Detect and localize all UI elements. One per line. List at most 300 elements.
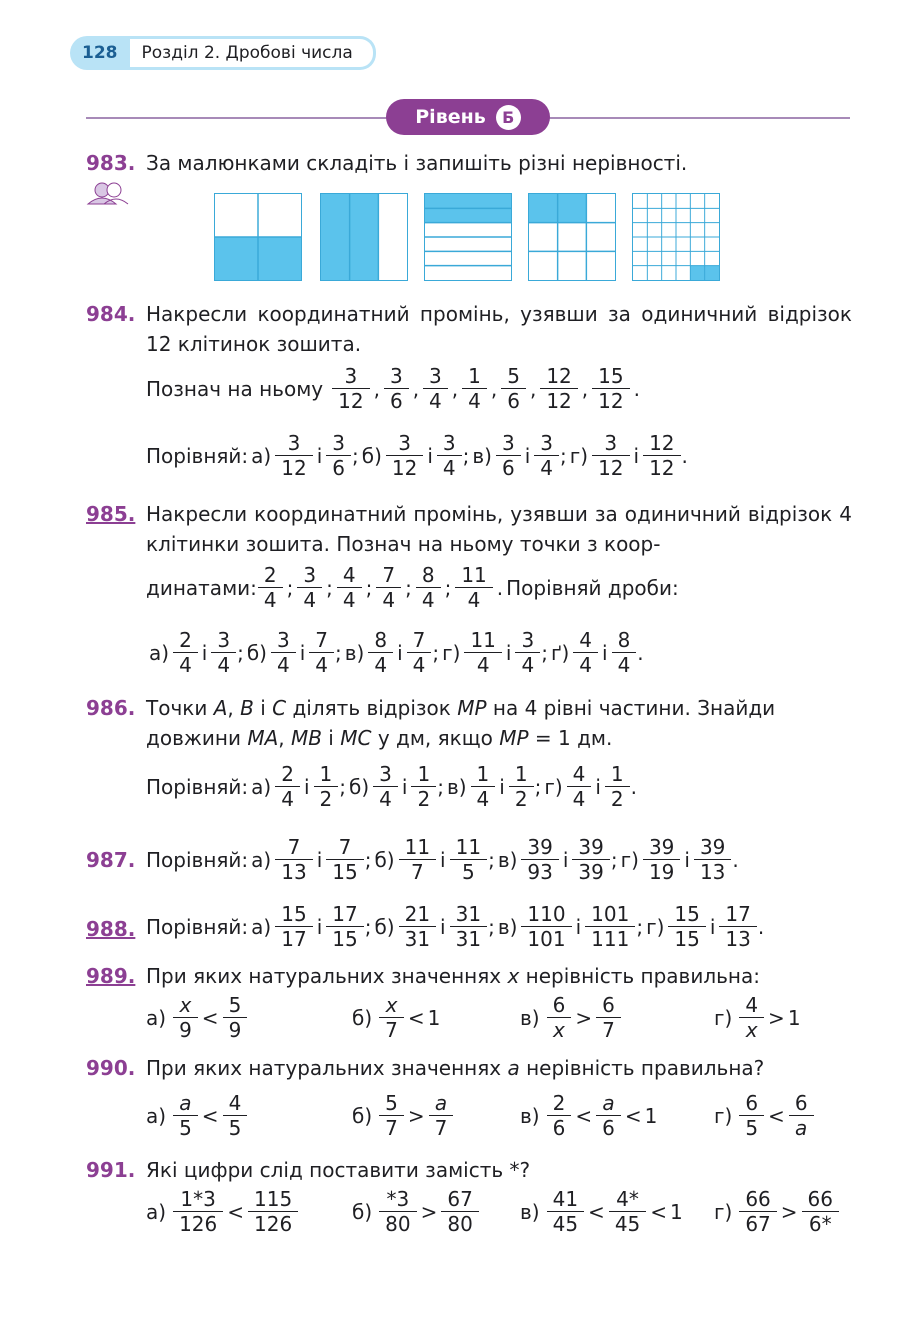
denominator: 12 <box>643 455 680 480</box>
fraction <box>329 431 348 480</box>
numerator: 31 <box>455 902 482 926</box>
separator: ; <box>432 640 440 665</box>
inequality-sign: < <box>768 1103 785 1128</box>
fraction <box>805 1187 836 1236</box>
conjunction: і <box>201 640 208 665</box>
fraction <box>722 902 753 951</box>
item-letter: б) <box>374 914 395 939</box>
denominator: 31 <box>450 926 487 951</box>
separator: ; <box>335 640 342 665</box>
fraction <box>615 628 634 677</box>
denominator: 4 <box>612 652 637 677</box>
separator: ; <box>462 443 470 468</box>
denominator: 4 <box>462 388 487 413</box>
fraction <box>697 835 728 884</box>
separator: ; <box>365 575 373 600</box>
figure-square-sixths <box>424 193 512 281</box>
denominator: 4 <box>515 652 540 677</box>
numerator: x <box>179 993 192 1017</box>
compare-label: Порівняй дроби: <box>506 575 679 600</box>
inequality-sign: < <box>201 1103 219 1128</box>
item-letter: а) <box>251 774 272 799</box>
fraction <box>274 628 293 677</box>
numerator: 4 <box>572 762 586 786</box>
denominator: 5 <box>223 1115 248 1140</box>
item-letter: г) <box>714 1103 733 1128</box>
inequality-item <box>714 1187 840 1236</box>
separator: ; <box>339 774 347 799</box>
denominator: 6* <box>802 1211 839 1236</box>
item-letter: в) <box>446 774 467 799</box>
denominator: 19 <box>643 859 680 884</box>
fraction <box>608 762 627 811</box>
numerator: 8 <box>617 628 631 652</box>
problem-text: Накресли координатний промінь, узявши за одиничний відрізок 4 клітинки зошита. Познач на ньому точки з коор- <box>146 502 852 556</box>
conjunction: і <box>316 847 323 872</box>
item-letter: г) <box>646 914 665 939</box>
problem-number: 989. <box>86 964 136 988</box>
fraction <box>176 1187 220 1236</box>
separator: ; <box>351 443 359 468</box>
item-letter: г) <box>544 774 563 799</box>
conjunction: і <box>709 914 716 939</box>
fraction <box>504 364 523 413</box>
inequality-sign: > <box>780 1199 798 1224</box>
fraction <box>453 902 484 951</box>
inequality-item <box>714 993 801 1042</box>
separator: ; <box>405 575 412 600</box>
denominator: 126 <box>173 1211 223 1236</box>
problem-text: Накресли координатний промінь, узявши за одиничний відрізок 12 клітинок зошита. <box>146 302 852 356</box>
fraction <box>595 364 626 413</box>
numerator: 110 <box>527 902 566 926</box>
fraction <box>612 1187 643 1236</box>
fraction <box>458 563 489 612</box>
fraction <box>379 563 398 612</box>
fraction <box>576 628 595 677</box>
inequality-sign: < <box>575 1103 593 1128</box>
item-letter: а) <box>251 443 272 468</box>
fraction <box>543 364 574 413</box>
inequality-sign: < <box>624 1103 642 1128</box>
fraction <box>444 1187 475 1236</box>
denominator: 2 <box>509 786 534 811</box>
fraction <box>474 762 493 811</box>
numerator: 7 <box>287 835 301 859</box>
numerator: 11 <box>455 835 482 859</box>
fraction <box>419 563 438 612</box>
numerator: 15 <box>281 902 307 926</box>
inequality-sign: < <box>407 1005 425 1030</box>
fraction <box>550 1091 569 1140</box>
numerator: 1 <box>417 762 431 786</box>
fraction <box>646 431 677 480</box>
fraction <box>599 1091 618 1140</box>
denominator: 4 <box>573 652 598 677</box>
item-letter: ґ) <box>550 640 570 665</box>
fraction <box>387 364 406 413</box>
conjunction: і <box>427 443 433 468</box>
numerator: 5 <box>385 1091 398 1115</box>
denominator: x <box>739 1017 764 1042</box>
fraction <box>410 628 429 677</box>
denominator: 7 <box>429 1115 454 1140</box>
item-letter: г) <box>714 1005 733 1030</box>
fraction <box>537 431 556 480</box>
numerator: 3 <box>389 364 403 388</box>
fraction <box>550 1187 581 1236</box>
fraction <box>214 628 233 677</box>
denominator: 4 <box>407 652 432 677</box>
fraction <box>340 563 359 612</box>
problem-989 <box>86 961 852 991</box>
fraction <box>317 762 336 811</box>
item-letter: в) <box>520 1199 540 1224</box>
separator: ; <box>541 640 548 665</box>
numerator: *3 <box>386 1187 410 1211</box>
denominator: 12 <box>592 455 629 480</box>
problem-985 <box>86 499 852 559</box>
denominator: 4 <box>437 455 462 480</box>
fraction <box>414 762 433 811</box>
item-letter: а) <box>146 1005 167 1030</box>
conjunction: і <box>303 774 310 799</box>
conjunction: і <box>505 640 512 665</box>
denominator: 6 <box>326 455 351 480</box>
fraction <box>261 563 280 612</box>
denominator: 4 <box>423 388 448 413</box>
problem-text: Які цифри слід поставити замість *? <box>146 1158 531 1182</box>
numerator: 39 <box>699 835 726 859</box>
denominator: 4 <box>471 786 496 811</box>
compare-label: Порівняй: <box>146 443 249 468</box>
numerator: 3 <box>398 431 411 455</box>
numerator: 6 <box>745 1091 759 1115</box>
separator: , <box>412 376 420 401</box>
fraction <box>371 628 390 677</box>
item-letter: в) <box>520 1005 540 1030</box>
fraction <box>176 993 195 1042</box>
numerator: 15 <box>674 902 700 926</box>
denominator: 12 <box>275 455 312 480</box>
denominator: x <box>547 1017 572 1042</box>
denominator: 4 <box>368 652 393 677</box>
denominator: 80 <box>379 1211 416 1236</box>
fraction <box>300 563 319 612</box>
fraction <box>329 902 360 951</box>
denominator: 15 <box>668 926 705 951</box>
figure-square-ninths <box>528 193 616 281</box>
numerator: 3 <box>501 431 515 455</box>
denominator: 4 <box>275 786 300 811</box>
conjunction: і <box>595 774 601 799</box>
denominator: 111 <box>585 926 635 951</box>
problem-number: 986. <box>86 696 136 720</box>
denominator: 6 <box>501 388 526 413</box>
page-header <box>70 36 376 70</box>
denominator: 67 <box>739 1211 776 1236</box>
inequality-item <box>520 1091 657 1140</box>
denominator: 6 <box>384 388 409 413</box>
numerator: 2 <box>552 1091 566 1115</box>
denominator: 4 <box>173 652 198 677</box>
numerator: 6 <box>602 993 615 1017</box>
numerator: 2 <box>281 762 294 786</box>
denominator: 4 <box>211 652 236 677</box>
inequality-item <box>146 993 248 1042</box>
item-letter: г) <box>569 443 589 468</box>
denominator: 7 <box>379 1115 404 1140</box>
numerator: 3 <box>344 364 358 388</box>
denominator: 15 <box>326 859 363 884</box>
problem-984 <box>86 299 852 359</box>
denominator: 13 <box>275 859 312 884</box>
coordinates-label: динатами: <box>146 575 257 600</box>
item-letter: а) <box>149 640 170 665</box>
fraction <box>251 1187 295 1236</box>
fraction <box>465 364 484 413</box>
pair-work-icon <box>86 180 130 208</box>
denominator: 4 <box>376 587 401 612</box>
denominator: a <box>789 1115 814 1140</box>
numerator: 11 <box>404 835 431 859</box>
item-letter: а) <box>251 847 272 872</box>
denominator: 13 <box>694 859 731 884</box>
denominator: 4 <box>373 786 398 811</box>
fraction <box>792 1091 811 1140</box>
fraction <box>402 835 433 884</box>
denominator: 12 <box>592 388 629 413</box>
denominator: 12 <box>540 388 577 413</box>
numerator: 4* <box>616 1187 639 1211</box>
fraction <box>575 835 606 884</box>
numerator: 4 <box>228 1091 242 1115</box>
numerator: 66 <box>807 1187 833 1211</box>
conjunction: і <box>316 443 323 468</box>
denominator: 4 <box>309 652 334 677</box>
separator: ; <box>444 575 452 600</box>
conjunction: і <box>633 443 640 468</box>
fraction <box>440 431 459 480</box>
denominator: 17 <box>275 926 312 951</box>
inequality-sign: > <box>420 1199 438 1224</box>
numerator: 5 <box>228 993 242 1017</box>
denominator: 80 <box>441 1211 478 1236</box>
conjunction: і <box>524 443 531 468</box>
separator: . <box>637 640 644 665</box>
numerator: 41 <box>552 1187 579 1211</box>
fraction <box>226 993 245 1042</box>
item-letter: в) <box>472 443 492 468</box>
fraction <box>226 1091 245 1140</box>
fraction <box>550 993 569 1042</box>
denominator: 93 <box>521 859 558 884</box>
inequality-sign: < <box>650 1199 668 1224</box>
compare-label: Порівняй: <box>146 847 249 872</box>
item-letter: в) <box>344 640 365 665</box>
numerator: 2 <box>179 628 192 652</box>
separator: ; <box>237 640 244 665</box>
fraction <box>335 364 366 413</box>
numerator: 39 <box>527 835 553 859</box>
numerator: a <box>179 1091 192 1115</box>
separator: ; <box>560 443 567 468</box>
item-letter: б) <box>352 1199 373 1224</box>
inequality-item <box>146 1091 248 1140</box>
figure-square-36ths <box>632 193 720 281</box>
numerator: 2 <box>263 563 277 587</box>
inequality-item <box>352 1187 480 1236</box>
fraction <box>467 628 498 677</box>
separator: . <box>496 575 504 600</box>
numerator: 3 <box>303 563 317 587</box>
inequality-item <box>146 1187 299 1236</box>
denominator: 4 <box>258 587 283 612</box>
problem-number: 990. <box>86 1056 136 1080</box>
inequality-sign: < <box>588 1199 605 1224</box>
fraction <box>382 1187 413 1236</box>
fraction <box>512 762 531 811</box>
problem-text: Точки A, B і C ділять відрізок MP на 4 рівні частини. Знайди довжини MA, MB і MC у дм, якщо MP = 1 дм. <box>146 696 776 750</box>
denominator: 45 <box>547 1211 584 1236</box>
numerator: 1 <box>319 762 333 786</box>
item-letter: б) <box>361 443 382 468</box>
numerator: 1 <box>610 762 624 786</box>
item-letter: в) <box>497 914 518 939</box>
conjunction: і <box>440 914 446 939</box>
problem-986 <box>86 693 852 753</box>
denominator: 4 <box>464 652 501 677</box>
item-letter: г) <box>620 847 639 872</box>
numerator: 5 <box>507 364 520 388</box>
separator: ; <box>326 575 333 600</box>
conjunction: і <box>397 640 403 665</box>
denominator: 45 <box>609 1211 646 1236</box>
denominator: 7 <box>379 1017 404 1042</box>
denominator: 2 <box>605 786 630 811</box>
number: 1 <box>787 1005 801 1030</box>
denominator: 5 <box>173 1115 198 1140</box>
numerator: 1 <box>476 762 490 786</box>
conjunction: і <box>602 640 608 665</box>
numerator: 11 <box>470 628 496 652</box>
separator: ; <box>488 847 495 872</box>
problem-text: За малюнками складіть і запишіть різні нерівності. <box>146 151 688 175</box>
numerator: 3 <box>379 762 392 786</box>
denominator: 5 <box>739 1115 764 1140</box>
item-letter: б) <box>352 1103 373 1128</box>
problem-text: При яких натуральних значеннях a нерівність правильна? <box>146 1056 765 1080</box>
separator: . <box>757 914 765 939</box>
fraction <box>382 993 401 1042</box>
conjunction: і <box>684 847 690 872</box>
problem-991 <box>86 1155 852 1185</box>
numerator: 67 <box>447 1187 473 1211</box>
compare-line <box>146 902 764 951</box>
problem-text: При яких натуральних значеннях x нерівність правильна: <box>146 964 760 988</box>
denominator: 9 <box>223 1017 248 1042</box>
fraction <box>278 762 297 811</box>
separator: ; <box>534 774 542 799</box>
numerator: 12 <box>649 431 675 455</box>
item-letter: в) <box>497 847 518 872</box>
inequality-sign: < <box>227 1199 245 1224</box>
fraction <box>278 431 309 480</box>
problem-number: 991. <box>86 1158 136 1182</box>
compare-line <box>146 628 644 677</box>
denominator: 39 <box>572 859 609 884</box>
denominator: 2 <box>314 786 339 811</box>
separator: . <box>633 376 640 401</box>
numerator: 4 <box>342 563 356 587</box>
problem-number: 985. <box>86 502 136 526</box>
fraction <box>671 902 702 951</box>
separator: , <box>451 376 459 401</box>
numerator: 3 <box>217 628 231 652</box>
inequality-item <box>520 993 622 1042</box>
fraction <box>595 431 626 480</box>
fraction <box>278 902 309 951</box>
inequality-item <box>352 1091 454 1140</box>
conjunction: і <box>316 914 323 939</box>
fraction <box>278 835 309 884</box>
denominator: 4 <box>416 587 441 612</box>
denominator: 7 <box>399 859 436 884</box>
inequality-sign: < <box>201 1005 219 1030</box>
item-letter: в) <box>520 1103 540 1128</box>
chapter-title: Розділ 2. Дробові числа <box>130 36 376 70</box>
numerator: 3 <box>540 431 553 455</box>
fraction <box>176 1091 195 1140</box>
denominator: 15 <box>326 926 363 951</box>
fraction <box>389 431 420 480</box>
numerator: 1*3 <box>180 1187 216 1211</box>
conjunction: і <box>499 774 505 799</box>
fraction <box>570 762 589 811</box>
separator: , <box>581 376 589 401</box>
separator: ; <box>610 847 618 872</box>
denominator: 7 <box>596 1017 621 1042</box>
separator: ; <box>437 774 444 799</box>
numerator: 6 <box>552 993 566 1017</box>
item-letter: б) <box>349 774 370 799</box>
fraction <box>588 902 632 951</box>
denominator: 6 <box>496 455 521 480</box>
denominator: 4 <box>534 455 559 480</box>
item-letter: б) <box>374 847 395 872</box>
compare-line <box>146 431 688 480</box>
numerator: 3 <box>276 628 290 652</box>
separator: ; <box>364 847 372 872</box>
numerator: 12 <box>546 364 572 388</box>
item-letter: а) <box>251 914 272 939</box>
denominator: 4 <box>455 587 492 612</box>
coordinates-line <box>146 563 679 612</box>
numerator: 3 <box>521 628 535 652</box>
denominator: 4 <box>271 652 296 677</box>
numerator: 3 <box>442 431 456 455</box>
figure-square-thirds <box>320 193 408 281</box>
numerator: 3 <box>429 364 442 388</box>
numerator: 11 <box>461 563 487 587</box>
numerator: 3 <box>287 431 301 455</box>
numerator: 1 <box>468 364 481 388</box>
separator: ; <box>286 575 294 600</box>
numerator: 8 <box>374 628 388 652</box>
denominator: 101 <box>521 926 571 951</box>
separator: . <box>681 443 688 468</box>
inequality-sign: > <box>575 1005 593 1030</box>
